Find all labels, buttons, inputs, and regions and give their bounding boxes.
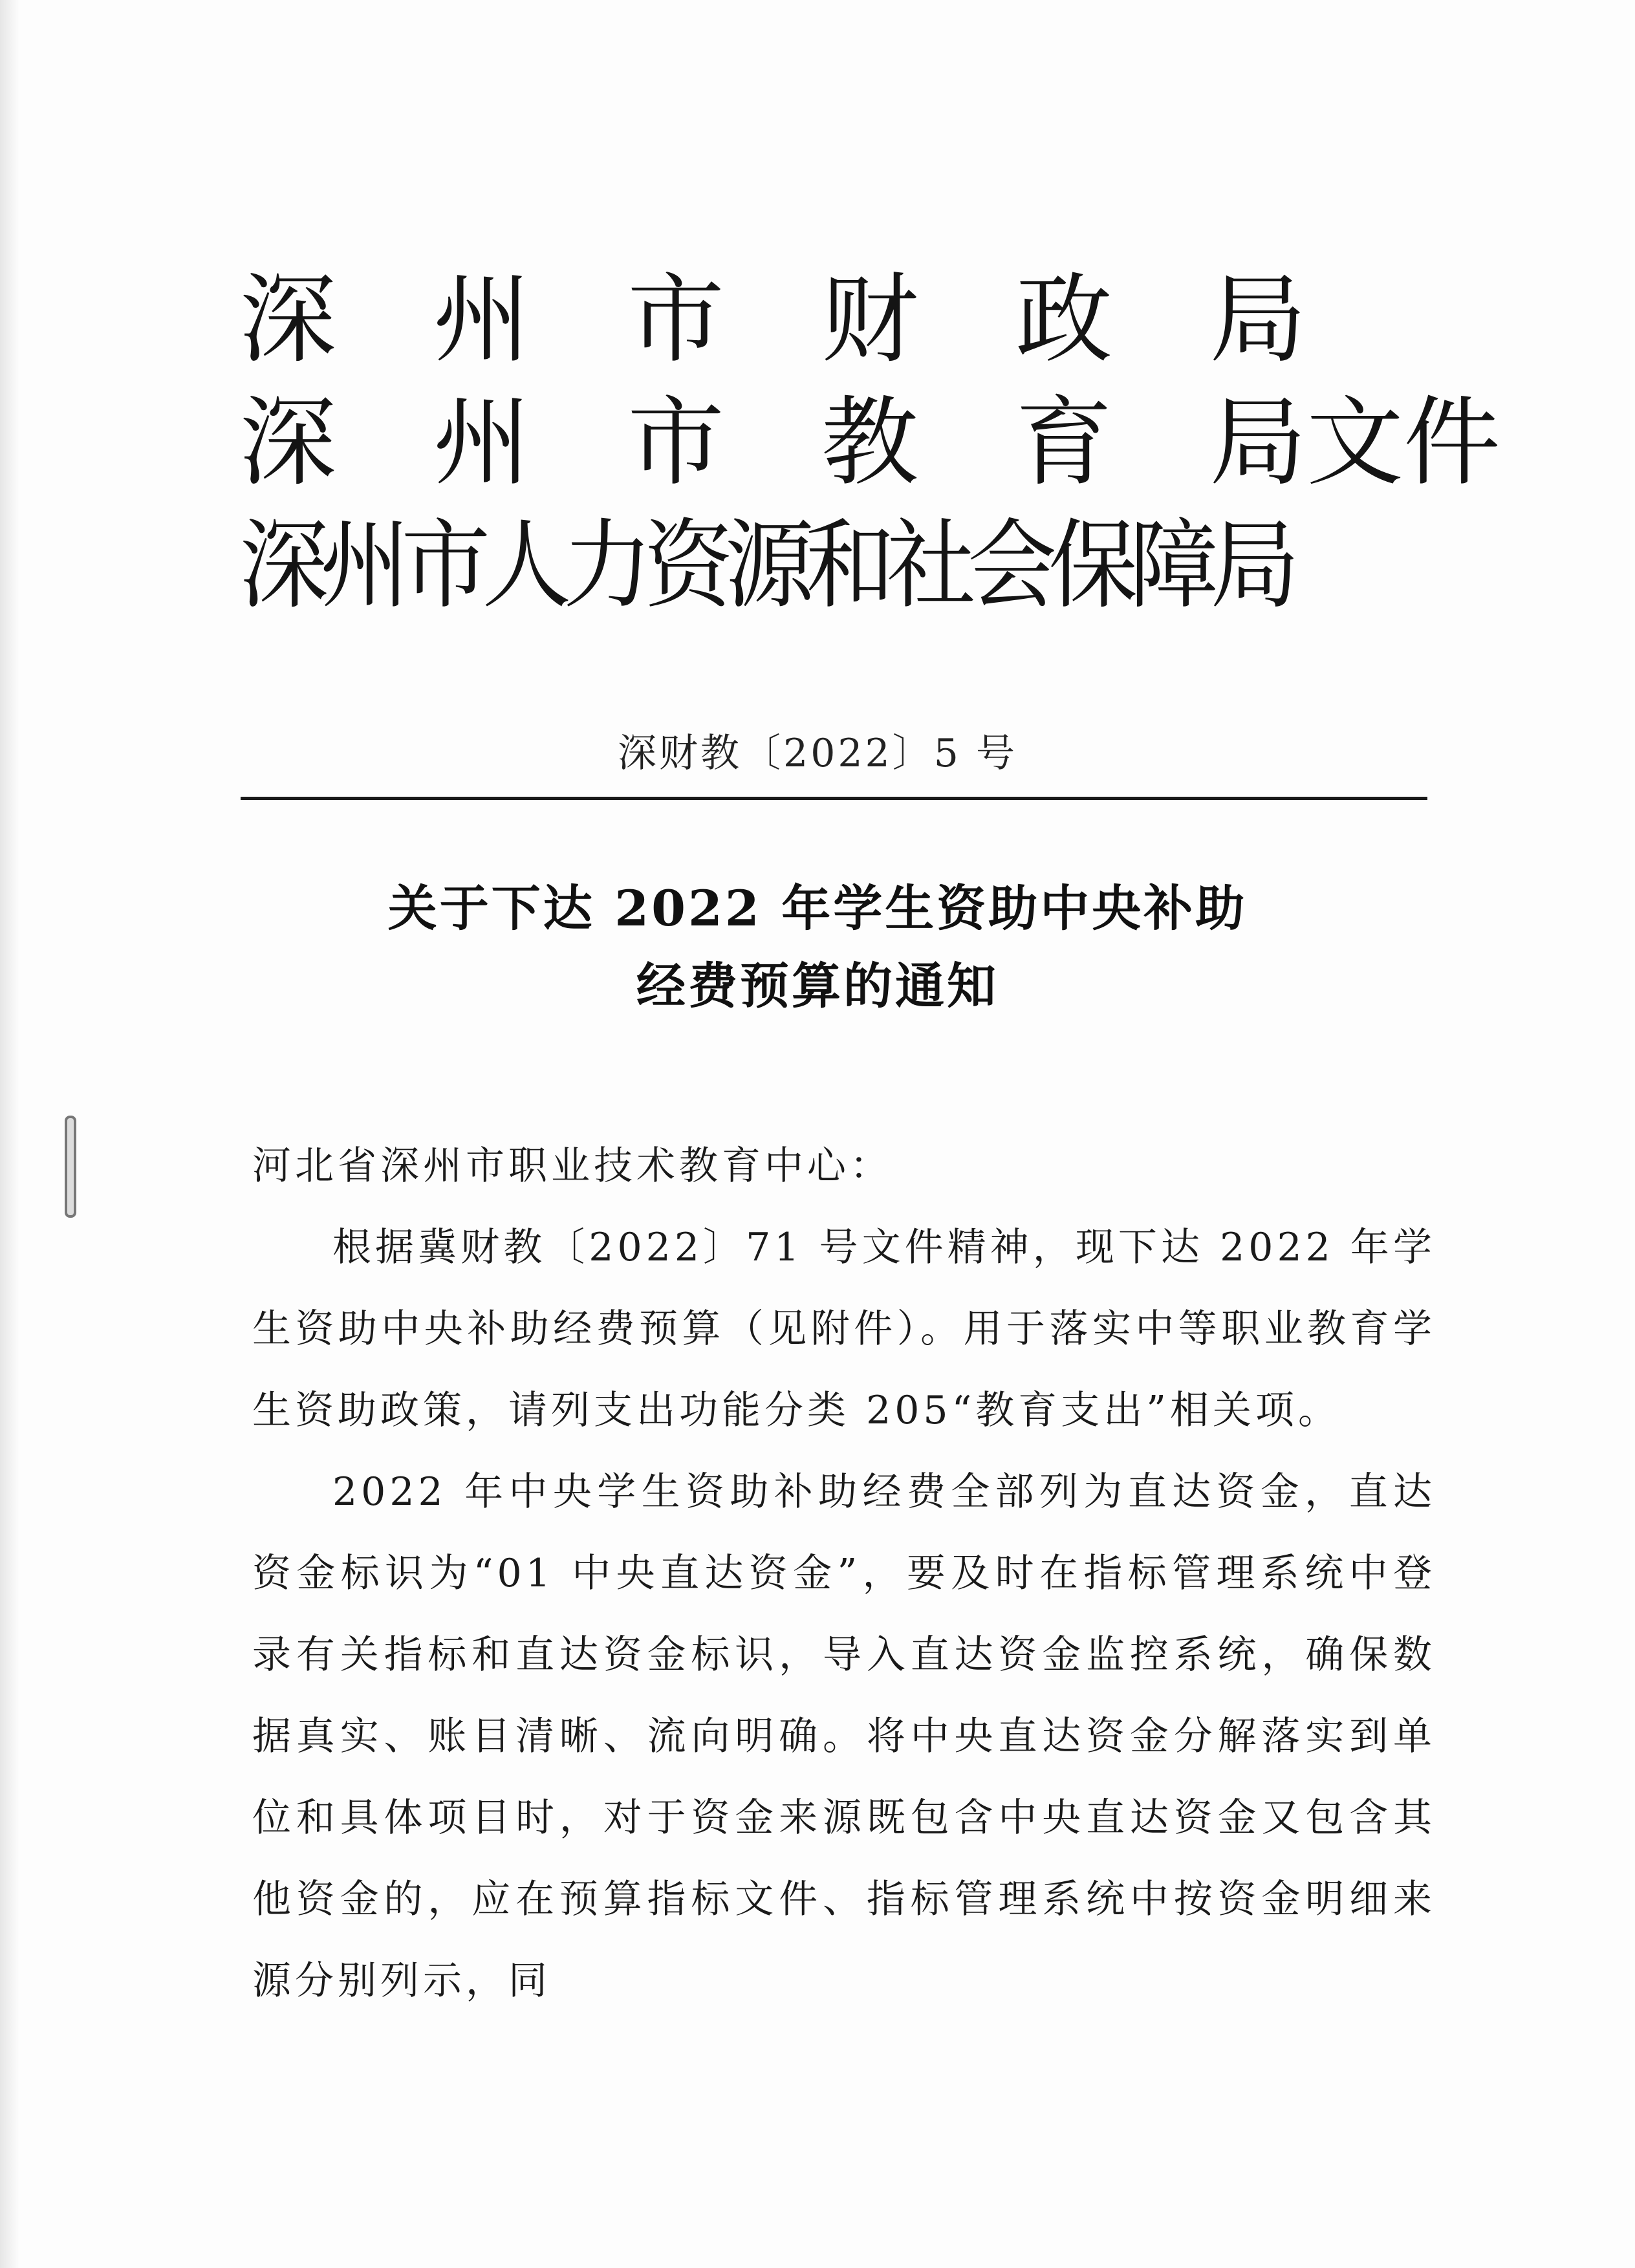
staple-mark [65,1116,76,1218]
title-line-1: 关于下达 2022 年学生资助中央补助 [387,880,1248,937]
separator-rule [241,797,1427,800]
header-line-education-bureau: 深 州 市 教 育 局文件 [239,387,1501,499]
recipient-line: 河北省深州市职业技术教育中心： [252,1143,893,1189]
paragraph-1: 根据冀财教〔2022〕71 号文件精神，现下达 2022 年学生资助中央补助经费预算（见附件）。用于落实中等职业教育学生资助政策，请列支出功能分类 205“教育支出”相关项。 [252,1225,1436,1433]
issuing-authorities-header [239,259,1501,627]
page-edge-shadow [0,0,19,2268]
paragraph-2: 2022 年中央学生资助补助经费全部列为直达资金，直达资金标识为“01 中央直达资金”，要及时在指标管理系统中登录有关指标和直达资金标识，导入直达资金监控系统，确保数据真实、账目清晰、流向明确。将中央直达资金分解落实到单位和具体项目时，对于资金来源既包含中央直达资金又包含其他资金的，应在预算指标文件、指标管理系统中按资金明细来源分别列示，同 [252,1469,1436,2003]
title-line-2: 经费预算的通知 [636,957,999,1015]
header-line-hrss-bureau: 深州市人力资源和社会保障局 [239,510,1292,622]
document-title [0,870,1635,1025]
document-number: 深财教〔2022〕5 号 [618,731,1017,776]
document-body [252,1125,1436,2022]
header-line-finance-bureau: 深 州 市 财 政 局 [239,264,1307,376]
